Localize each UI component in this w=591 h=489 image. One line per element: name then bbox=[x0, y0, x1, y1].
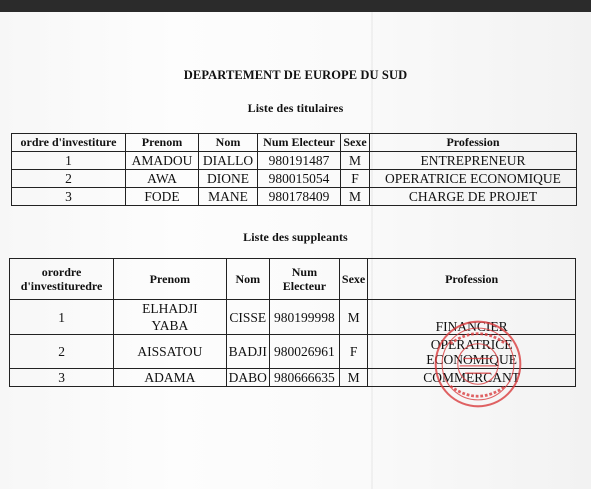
col-header-profession: Profession bbox=[368, 259, 576, 300]
col-header-num-electeur: Num Electeur bbox=[269, 259, 339, 300]
table-row bbox=[12, 188, 577, 206]
cell-num-electeur: 980666635 bbox=[269, 369, 339, 387]
col-header-nom: Nom bbox=[199, 134, 258, 152]
titulaires-heading: Liste des titulaires bbox=[247, 101, 344, 115]
cell-ordre: 1 bbox=[12, 152, 126, 170]
col-header-ordre: ordre d'investiture bbox=[12, 134, 126, 152]
top-edge-bar bbox=[0, 0, 591, 12]
table-row bbox=[10, 300, 576, 335]
cell-profession: ENTREPRENEUR bbox=[370, 152, 577, 170]
cell-num-electeur: 980191487 bbox=[258, 152, 341, 170]
cell-profession: COMMERCANT bbox=[368, 369, 576, 387]
titulaires-table bbox=[11, 133, 577, 206]
col-header-sexe: Sexe bbox=[341, 134, 370, 152]
cell-nom: DIALLO bbox=[199, 152, 258, 170]
cell-ordre: 3 bbox=[12, 188, 126, 206]
cell-profession: CHARGE DE PROJET bbox=[370, 188, 577, 206]
col-header-sexe: Sexe bbox=[339, 259, 367, 300]
cell-sexe: M bbox=[341, 188, 370, 206]
col-header-prenom: Prenom bbox=[126, 134, 199, 152]
cell-prenom: ELHADJI YABA bbox=[114, 300, 227, 335]
table-header-row bbox=[12, 134, 577, 152]
page-fold-line bbox=[371, 12, 373, 489]
cell-prenom: AMADOU bbox=[126, 152, 199, 170]
cell-profession: OPERATRICE ECONOMIQUE bbox=[370, 170, 577, 188]
col-header-num-electeur: Num Electeur bbox=[258, 134, 341, 152]
cell-nom: MANE bbox=[199, 188, 258, 206]
col-header-nom: Nom bbox=[226, 259, 269, 300]
cell-num-electeur: 980199998 bbox=[269, 300, 339, 335]
table-header-row bbox=[10, 259, 576, 300]
cell-prenom: AWA bbox=[126, 170, 199, 188]
cell-sexe: F bbox=[341, 170, 370, 188]
cell-prenom: AISSATOU bbox=[114, 335, 227, 369]
cell-profession: OPERATRICE ECONOMIQUE bbox=[368, 335, 576, 369]
cell-nom: DABO bbox=[226, 369, 269, 387]
cell-num-electeur: 980015054 bbox=[258, 170, 341, 188]
col-header-prenom: Prenom bbox=[114, 259, 227, 300]
cell-prenom: ADAMA bbox=[114, 369, 227, 387]
cell-nom: BADJI bbox=[226, 335, 269, 369]
cell-sexe: M bbox=[339, 300, 367, 335]
cell-num-electeur: 980026961 bbox=[269, 335, 339, 369]
cell-nom: DIONE bbox=[199, 170, 258, 188]
suppleants-heading: Liste des suppleants bbox=[243, 230, 348, 244]
table-row bbox=[10, 369, 576, 387]
cell-prenom: FODE bbox=[126, 188, 199, 206]
col-header-ordre: orordre d'investituredre bbox=[10, 259, 114, 300]
document-page bbox=[0, 12, 591, 489]
cell-ordre: 2 bbox=[10, 335, 114, 369]
cell-num-electeur: 980178409 bbox=[258, 188, 341, 206]
cell-ordre: 2 bbox=[12, 170, 126, 188]
cell-ordre: 1 bbox=[10, 300, 114, 335]
suppleants-table bbox=[9, 258, 576, 387]
table-row bbox=[10, 335, 576, 369]
cell-ordre: 3 bbox=[10, 369, 114, 387]
cell-profession: FINANCIER bbox=[368, 300, 576, 335]
table-row bbox=[12, 170, 577, 188]
col-header-profession: Profession bbox=[370, 134, 577, 152]
cell-sexe: M bbox=[339, 369, 367, 387]
cell-sexe: M bbox=[341, 152, 370, 170]
document-title: DEPARTEMENT DE EUROPE DU SUD bbox=[183, 68, 408, 82]
table-row bbox=[12, 152, 577, 170]
cell-nom: CISSE bbox=[226, 300, 269, 335]
cell-sexe: F bbox=[339, 335, 367, 369]
